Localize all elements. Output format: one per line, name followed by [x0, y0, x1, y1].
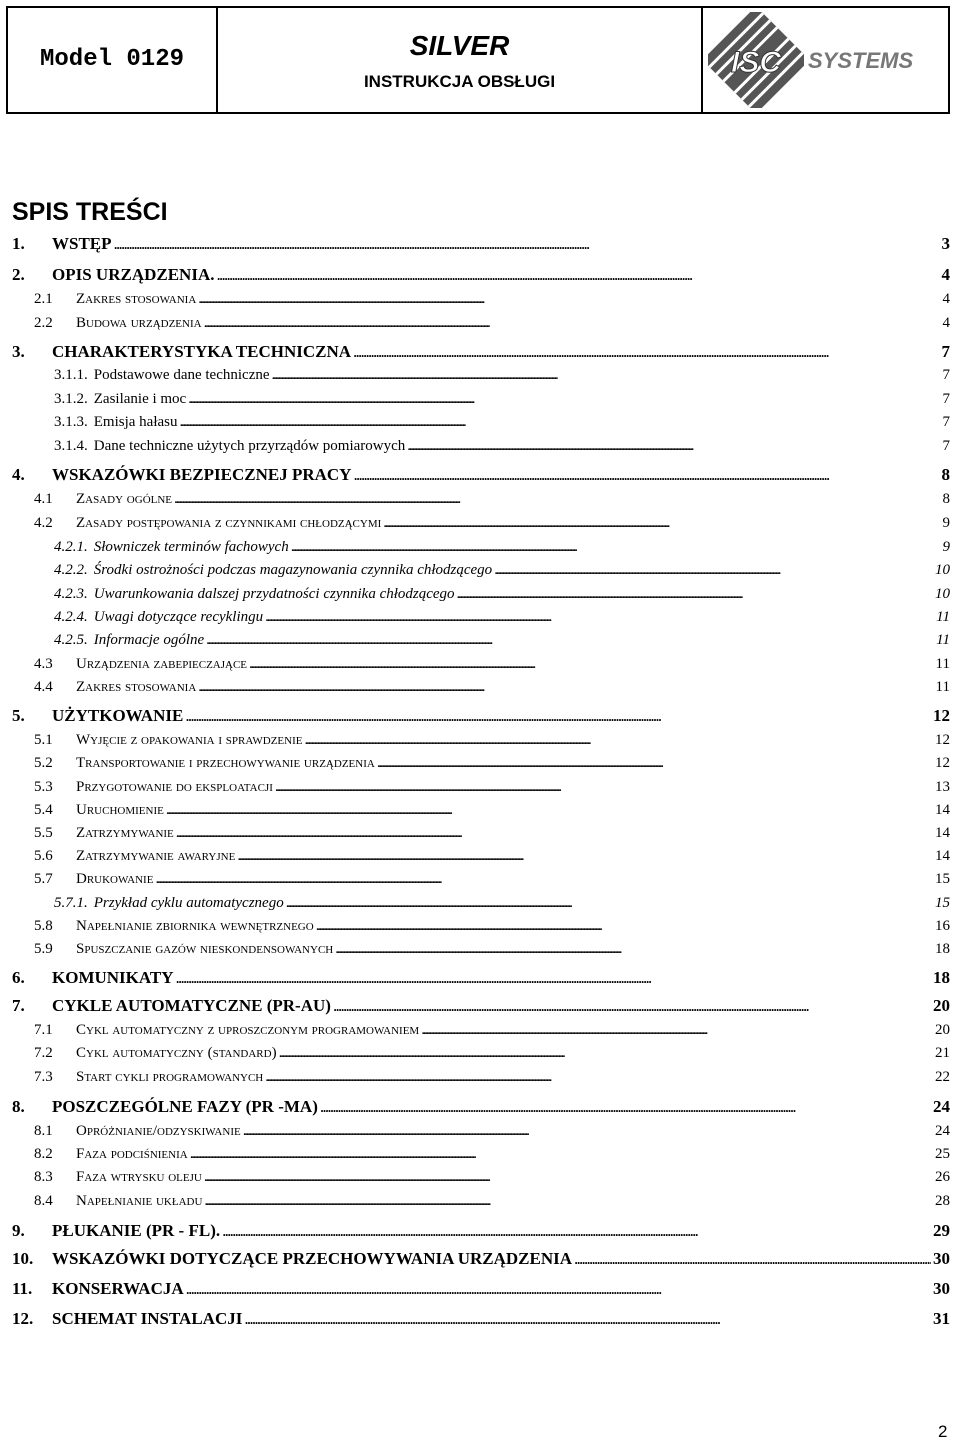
toc-entry[interactable]: [0, 895, 960, 912]
toc-entry-page: 4: [941, 265, 950, 284]
toc-entry[interactable]: [0, 1069, 960, 1086]
toc-entry-title: Napełnianie zbiornika wewnętrznego: [76, 918, 314, 934]
toc-entry-page: 16: [935, 918, 950, 934]
toc-entry-title: OPIS URZĄDZENIA.: [52, 265, 215, 284]
toc-dot-leader: [216, 265, 939, 285]
toc-entry-number: 5.7.1.: [54, 895, 88, 911]
toc-entry[interactable]: [0, 367, 960, 384]
toc-entry-page: 13: [935, 779, 950, 795]
toc-entry-title: Budowa urządzenia: [76, 315, 202, 331]
toc-entry-page: 25: [935, 1146, 950, 1162]
toc-entry[interactable]: [0, 1169, 960, 1186]
toc-title: SPIS TREŚCI: [12, 198, 168, 226]
toc-entry[interactable]: [0, 539, 960, 556]
toc-entry-page: 14: [935, 802, 950, 818]
toc-entry-page: 18: [935, 941, 950, 957]
toc-entry-title: POSZCZEGÓLNE FAZY (PR -MA): [52, 1097, 318, 1116]
toc-entry-page: 20: [933, 996, 950, 1015]
toc-entry-page: 9: [942, 539, 950, 555]
toc-entry-page: 14: [935, 825, 950, 841]
toc-entry-number: 5.7: [34, 871, 53, 887]
toc-entry-number: 5.6: [34, 848, 53, 864]
toc-entry-page: 20: [935, 1022, 950, 1038]
toc-entry-title: Urządzenia zabepieczające: [76, 656, 248, 672]
toc-entry-page: 7: [942, 367, 950, 383]
toc-dot-leader: [185, 706, 931, 726]
toc-entry[interactable]: [0, 342, 960, 362]
toc-entry[interactable]: [0, 848, 960, 865]
toc-entry-number: 8.3: [34, 1169, 53, 1185]
toc-entry-title: WSKAZÓWKI DOTYCZĄCE PRZECHOWYWANIA URZĄDZENIA: [52, 1249, 572, 1268]
toc-entry[interactable]: [0, 802, 960, 819]
toc-entry-title: Zasady ogólne: [76, 491, 173, 507]
toc-entry-number: 3.1.2.: [54, 391, 88, 407]
toc-entry-number: 5.: [12, 706, 25, 725]
toc-dot-leader: [186, 1279, 931, 1299]
toc-entry-number: 5.2: [34, 755, 53, 771]
toc-dot-leader: [275, 779, 933, 796]
toc-entry-title: Dane techniczne użytych przyrządów pomiarowych: [93, 438, 406, 454]
toc-entry-number: 5.4: [34, 802, 53, 818]
toc-entry-number: 1.: [12, 234, 25, 253]
toc-entry[interactable]: [0, 265, 960, 285]
toc-entry[interactable]: [0, 1045, 960, 1062]
toc-entry-number: 4.2.5.: [54, 632, 88, 648]
toc-entry-page: 15: [935, 871, 950, 887]
toc-entry-title: Słowniczek terminów fachowych: [93, 539, 289, 555]
toc-entry[interactable]: [0, 1123, 960, 1140]
logo-lettering: ISC: [730, 46, 782, 79]
toc-entry-title: Drukowanie: [76, 871, 154, 887]
toc-entry-number: 2.2: [34, 315, 53, 331]
toc-entry-page: 7: [942, 391, 950, 407]
toc-dot-leader: [574, 1249, 931, 1269]
toc-entry-number: 7.3: [34, 1069, 53, 1085]
toc-dot-leader: [335, 941, 933, 958]
toc-entry-number: 7.: [12, 996, 25, 1015]
toc-dot-leader: [243, 1123, 933, 1140]
toc-dot-leader: [353, 465, 939, 485]
toc-dot-leader: [237, 848, 933, 865]
toc-dot-leader: [204, 1193, 933, 1210]
toc-entry[interactable]: [0, 391, 960, 408]
toc-entry-title: CYKLE AUTOMATYCZNE (PR-AU): [52, 996, 331, 1015]
toc-entry-title: Transportowanie i przechowywanie urządzenia: [76, 755, 375, 771]
toc-dot-leader: [206, 632, 934, 649]
toc-entry[interactable]: [0, 586, 960, 603]
toc-entry-number: 7.2: [34, 1045, 53, 1061]
toc-entry[interactable]: [0, 414, 960, 431]
toc-entry-title: CHARAKTERYSTYKA TECHNICZNA: [52, 342, 352, 361]
toc-entry-title: Środki ostrożności podczas magazynowania czynnika chłodzącego: [93, 562, 493, 578]
toc-entry[interactable]: [0, 706, 960, 726]
toc-dot-leader: [244, 1309, 931, 1329]
toc-entry-number: 8.4: [34, 1193, 53, 1209]
toc-entry-number: 4.2.4.: [54, 609, 88, 625]
toc-entry-title: UŻYTKOWANIE: [52, 706, 184, 725]
toc-dot-leader: [279, 1045, 933, 1062]
toc-entry-title: SCHEMAT INSTALACJI: [52, 1309, 243, 1328]
toc-entry[interactable]: [0, 562, 960, 579]
toc-dot-leader: [198, 291, 940, 308]
toc-entry-number: 5.8: [34, 918, 53, 934]
toc-entry[interactable]: [0, 825, 960, 842]
toc-entry[interactable]: [0, 1146, 960, 1163]
toc-entry-page: 30: [933, 1249, 950, 1268]
toc-entry-title: WSKAZÓWKI BEZPIECZNEJ PRACY: [52, 465, 352, 484]
toc-entry-number: 8.1: [34, 1123, 53, 1139]
toc-dot-leader: [249, 656, 934, 673]
toc-entry[interactable]: [0, 679, 960, 696]
toc-entry-page: 8: [941, 465, 950, 484]
page-number: 2: [938, 1422, 948, 1441]
toc-entry[interactable]: [0, 632, 960, 649]
toc-entry[interactable]: [0, 315, 960, 332]
toc-entry-title: Opróżnianie/odzyskiwanie: [76, 1123, 241, 1139]
toc-entry[interactable]: [0, 1279, 960, 1299]
toc-entry-title: Zasady postępowania z czynnikami chłodzącymi: [76, 515, 382, 531]
toc-entry-title: Cykl automatyczny z uproszczonym programowaniem: [76, 1022, 420, 1038]
toc-entry-number: 3.: [12, 342, 25, 361]
isc-logo-icon: [708, 12, 804, 108]
toc-entry-title: Start cykli programowanych: [76, 1069, 264, 1085]
toc-entry-number: 3.1.3.: [54, 414, 88, 430]
toc-entry-page: 21: [935, 1045, 950, 1061]
toc-entry[interactable]: [0, 515, 960, 532]
toc-entry-number: 5.1: [34, 732, 53, 748]
toc-entry-title: Zasilanie i moc: [93, 391, 187, 407]
toc-dot-leader: [265, 1069, 933, 1086]
toc-entry[interactable]: [0, 1221, 960, 1241]
toc-dot-leader: [176, 825, 933, 842]
toc-entry-page: 8: [942, 491, 950, 507]
toc-entry-number: 5.3: [34, 779, 53, 795]
toc-entry[interactable]: [0, 1097, 960, 1117]
toc-entry-title: Wyjęcie z opakowania i sprawdzenie: [76, 732, 303, 748]
toc-dot-leader: [421, 1022, 933, 1039]
toc-dot-leader: [377, 755, 933, 772]
model-label: Model 0129: [39, 46, 185, 73]
toc-entry-title: Zakres stosowania: [76, 679, 197, 695]
toc-dot-leader: [291, 539, 941, 556]
toc-entry-number: 4.1: [34, 491, 53, 507]
toc-entry-page: 4: [942, 315, 950, 331]
toc-dot-leader: [333, 996, 931, 1016]
toc-entry-page: 18: [933, 968, 950, 987]
toc-entry-number: 2.: [12, 265, 25, 284]
toc-entry-page: 11: [936, 632, 950, 648]
toc-entry-title: Zatrzymywanie: [76, 825, 174, 841]
toc-entry-title: Podstawowe dane techniczne: [93, 367, 270, 383]
systems-label: SYSTEMS: [808, 48, 914, 73]
toc-entry-page: 28: [935, 1193, 950, 1209]
toc-entry[interactable]: [0, 1309, 960, 1329]
toc-entry-page: 15: [935, 895, 950, 911]
toc-dot-leader: [204, 1169, 933, 1186]
toc-entry-title: Zakres stosowania: [76, 291, 197, 307]
toc-dot-leader: [222, 1221, 931, 1241]
document-header: [6, 6, 950, 114]
toc-entry[interactable]: [0, 779, 960, 796]
toc-entry-number: 4.3: [34, 656, 53, 672]
toc-dot-leader: [494, 562, 933, 579]
toc-entry-number: 10.: [12, 1249, 34, 1268]
toc-entry[interactable]: [0, 656, 960, 673]
toc-entry[interactable]: [0, 941, 960, 958]
toc-entry[interactable]: [0, 234, 960, 254]
toc-dot-leader: [316, 918, 933, 935]
toc-dot-leader: [383, 515, 940, 532]
toc-entry-number: 4.: [12, 465, 25, 484]
toc-entry-title: KONSERWACJA: [52, 1279, 184, 1298]
toc-entry-page: 14: [935, 848, 950, 864]
toc-entry-title: Przygotowanie do eksploatacji: [76, 779, 273, 795]
toc-entry-number: 6.: [12, 968, 25, 987]
toc-entry[interactable]: [0, 755, 960, 772]
toc-dot-leader: [198, 679, 933, 696]
toc-entry-number: 4.2: [34, 515, 53, 531]
toc-entry-title: Napełnianie układu: [76, 1193, 203, 1209]
toc-dot-leader: [320, 1097, 931, 1117]
toc-entry[interactable]: [0, 732, 960, 749]
toc-entry-title: Przykład cyklu automatycznego: [93, 895, 284, 911]
toc-entry[interactable]: [0, 609, 960, 626]
toc-entry-page: 11: [935, 679, 950, 695]
toc-entry-number: 11.: [12, 1279, 33, 1298]
toc-entry-title: Informacje ogólne: [93, 632, 205, 648]
toc-entry-number: 12.: [12, 1309, 34, 1328]
toc-entry-title: Uwarunkowania dalszej przydatności czynnika chłodzącego: [93, 586, 455, 602]
toc-entry[interactable]: [0, 1022, 960, 1039]
toc-entry-page: 12: [933, 706, 950, 725]
toc-entry-title: PŁUKANIE (PR - FL).: [52, 1221, 221, 1240]
toc-entry-title: Uwagi dotyczące recyklingu: [93, 609, 264, 625]
toc-entry-page: 7: [942, 414, 950, 430]
toc-dot-leader: [176, 968, 931, 988]
toc-entry-number: 7.1: [34, 1022, 53, 1038]
toc-entry-page: 30: [933, 1279, 950, 1298]
toc-entry-number: 9.: [12, 1221, 25, 1240]
toc-entry-title: Faza wtrysku oleju: [76, 1169, 202, 1185]
toc-dot-leader: [304, 732, 933, 749]
toc-entry-title: KOMUNIKATY: [52, 968, 174, 987]
toc-entry[interactable]: [0, 1193, 960, 1210]
toc-entry-page: 7: [941, 342, 950, 361]
toc-entry-page: 7: [942, 438, 950, 454]
toc-entry[interactable]: [0, 871, 960, 888]
toc-entry-number: 5.9: [34, 941, 53, 957]
toc-entry-number: 5.5: [34, 825, 53, 841]
toc-entry-page: 9: [942, 515, 950, 531]
toc-dot-leader: [188, 391, 940, 408]
toc-dot-leader: [174, 491, 940, 508]
toc-entry-page: 11: [935, 656, 950, 672]
toc-entry-page: 11: [936, 609, 950, 625]
toc-entry-number: 8.2: [34, 1146, 53, 1162]
toc-entry-number: 2.1: [34, 291, 53, 307]
toc-entry-title: Zatrzymywanie awaryjne: [76, 848, 236, 864]
toc-entry[interactable]: [0, 465, 960, 485]
product-name: SILVER: [409, 30, 510, 61]
toc-dot-leader: [155, 871, 933, 888]
toc-entry[interactable]: [0, 291, 960, 308]
toc-entry-page: 24: [935, 1123, 950, 1139]
toc-entry-page: 12: [935, 732, 950, 748]
toc-dot-leader: [166, 802, 933, 819]
toc-entry-title: Faza podciśnienia: [76, 1146, 188, 1162]
toc-dot-leader: [114, 234, 940, 254]
toc-entry-number: 4.2.1.: [54, 539, 88, 555]
toc-dot-leader: [457, 586, 933, 603]
toc-entry[interactable]: [0, 438, 960, 455]
toc-entry-number: 4.2.3.: [54, 586, 88, 602]
toc-entry-title: WSTĘP: [52, 234, 112, 253]
toc-entry[interactable]: [0, 996, 960, 1016]
toc-dot-leader: [190, 1146, 933, 1163]
toc-entry-page: 22: [935, 1069, 950, 1085]
toc-dot-leader: [272, 367, 941, 384]
toc-entry[interactable]: [0, 491, 960, 508]
toc-entry-title: Emisja hałasu: [93, 414, 178, 430]
toc-entry-page: 3: [941, 234, 950, 253]
toc-entry-page: 12: [935, 755, 950, 771]
toc-entry-page: 31: [933, 1309, 950, 1328]
toc-entry-number: 4.2.2.: [54, 562, 88, 578]
toc-dot-leader: [407, 438, 940, 455]
toc-entry[interactable]: [0, 918, 960, 935]
toc-entry-title: Spuszczanie gazów nieskondensowanych: [76, 941, 334, 957]
toc-entry-page: 10: [935, 562, 950, 578]
toc-entry-number: 3.1.1.: [54, 367, 88, 383]
toc-entry-number: 8.: [12, 1097, 25, 1116]
toc-entry-title: Cykl automatyczny (standard): [76, 1045, 277, 1061]
toc-dot-leader: [179, 414, 940, 431]
toc-dot-leader: [353, 342, 939, 362]
toc-entry[interactable]: [0, 1249, 960, 1269]
toc-dot-leader: [286, 895, 933, 912]
toc-entry-title: Uruchomienie: [76, 802, 164, 818]
toc-dot-leader: [204, 315, 941, 332]
toc-entry-number: 3.1.4.: [54, 438, 88, 454]
toc-entry-page: 29: [933, 1221, 950, 1240]
header-divider: [701, 8, 703, 112]
toc-dot-leader: [265, 609, 934, 626]
manual-subtitle: INSTRUKCJA OBSŁUGI: [363, 72, 556, 91]
toc-entry-page: 24: [933, 1097, 950, 1116]
toc-entry-number: 4.4: [34, 679, 53, 695]
toc-entry-page: 26: [935, 1169, 950, 1185]
toc-entry-page: 10: [935, 586, 950, 602]
toc-entry[interactable]: [0, 968, 960, 988]
toc-entry-page: 4: [942, 291, 950, 307]
